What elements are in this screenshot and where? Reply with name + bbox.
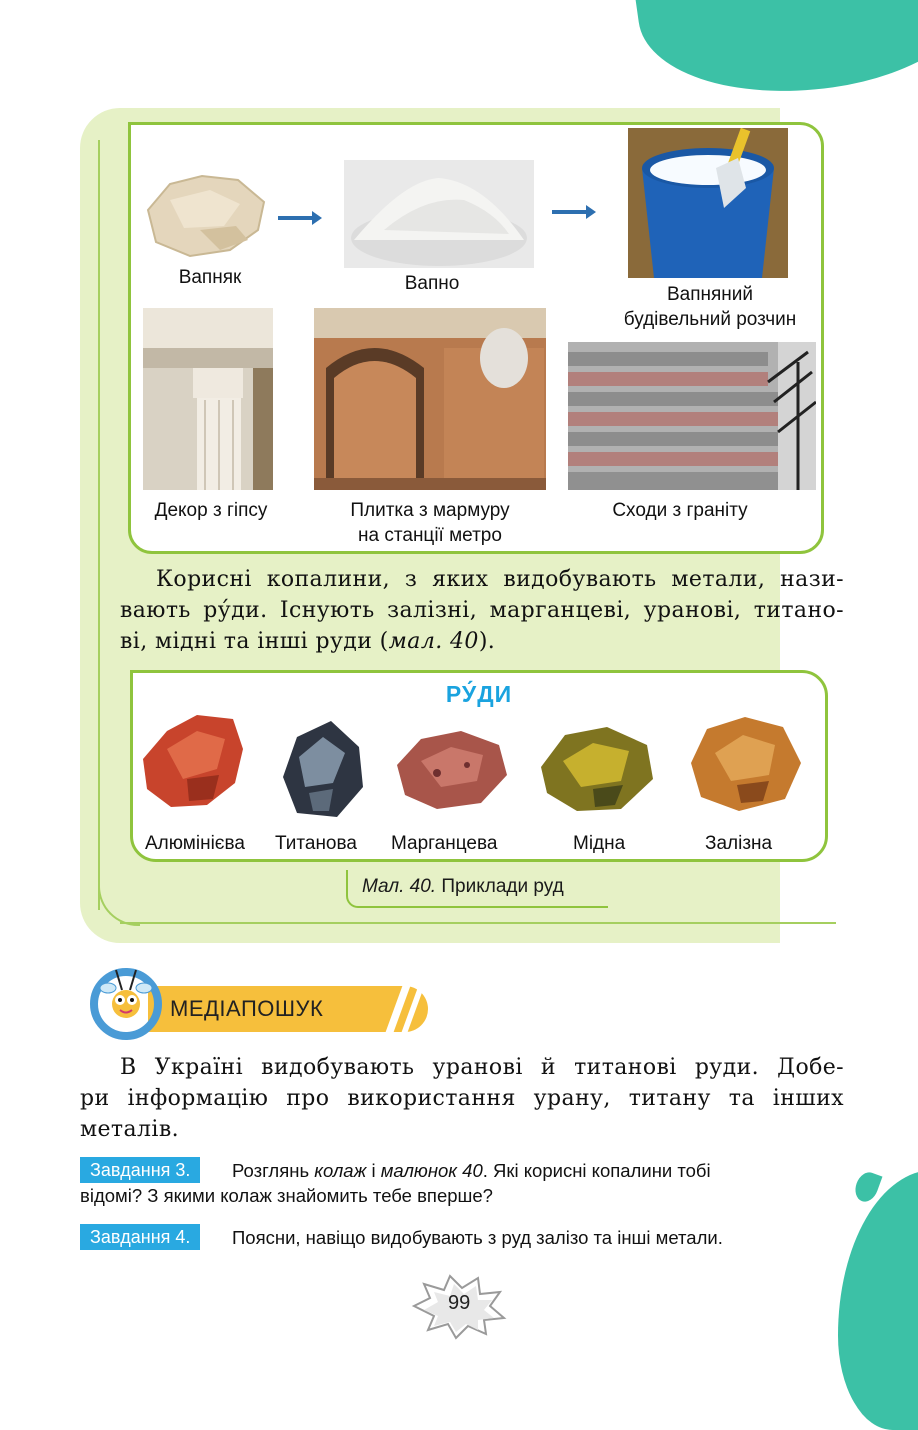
figure-reference: мал. 40 [388, 629, 479, 654]
task-3-text-a: Розглянь [232, 1160, 315, 1181]
ore-label-copper: Мідна [573, 833, 626, 854]
media-paragraph [80, 1052, 844, 1145]
task-4-label: Завдання 4. [80, 1224, 200, 1250]
figure-caption-ref: Мал. 40. [362, 876, 437, 897]
caption-gypsum: Декор з гіпсу [154, 500, 268, 521]
arrow-right-icon [278, 216, 314, 220]
copper-ore-image [537, 723, 657, 815]
caption-marble [320, 498, 540, 548]
panel-line-bottom [120, 922, 836, 924]
caption-mortar-line1: Вапняний [666, 284, 754, 305]
caption-marble-line1: Плитка з мармуру [350, 500, 510, 521]
iron-ore-image [685, 713, 805, 815]
caption-mortar-line2: будівельний розчин [623, 309, 797, 330]
task-3-text-c: . Які корисні копалини тобі [482, 1160, 711, 1181]
limestone-image [140, 170, 270, 260]
task-3-em1: колаж [314, 1160, 367, 1181]
caption-mortar [600, 282, 820, 332]
titanium-ore-image [273, 717, 367, 823]
corner-decoration-bottom [838, 1170, 918, 1430]
panel-line-vertical [98, 140, 100, 910]
figure-caption-text: Приклади руд [436, 876, 564, 897]
caption-granite: Сходи з граніту [612, 500, 748, 521]
task-3-text-line2: відомі? З якими колаж знайомить тебе вперше? [80, 1185, 493, 1206]
gypsum-decor-image [143, 308, 273, 490]
media-paragraph-line3: металів. [80, 1117, 180, 1142]
page-number: 99 [448, 1292, 471, 1314]
ores-paragraph-line2: вають ру́ди. Існують залізні, марганцеві, уранові, титано- [120, 598, 844, 623]
media-title: МЕДІАПОШУК [170, 996, 324, 1021]
ores-paragraph-line1: Корисні копалини, з яких видобувають метали, нази- [156, 567, 844, 592]
task-3-em2: малюнок 40 [380, 1160, 483, 1181]
ores-paragraph-line3 [120, 626, 844, 657]
ores-paragraph-line3-a: ві, мідні та інші руди ( [120, 629, 389, 654]
arrow-right-icon [552, 210, 588, 214]
media-paragraph-line1: В Україні видобувають уранові й титанові руди. Добе- [120, 1055, 844, 1080]
ore-label-titanium: Титанова [275, 833, 357, 854]
ore-label-aluminium: Алюмінієва [145, 833, 245, 854]
caption-limestone: Вапняк [178, 267, 242, 288]
granite-stairs-image [568, 342, 816, 490]
marble-metro-image [314, 308, 546, 490]
ores-box [130, 670, 828, 862]
manganese-ore-image [391, 725, 511, 813]
task-3-text-b: і [366, 1160, 381, 1181]
caption-lime: Вапно [404, 273, 460, 294]
media-paragraph-line2: ри інформацію про використання урану, титану та інших [80, 1086, 844, 1111]
ores-title: РУ́ДИ [445, 681, 513, 707]
at-sign-bee-icon [86, 960, 166, 1040]
task-3-text [232, 1158, 844, 1183]
caption-marble-line2: на станції метро [358, 525, 502, 546]
ores-paragraph-line3-b: ). [478, 629, 496, 654]
ore-label-iron: Залізна [705, 833, 773, 854]
task-3-label: Завдання 3. [80, 1157, 200, 1183]
lime-powder-image [344, 160, 534, 268]
task-4-text: Поясни, навіщо видобувають з руд залізо та інші метали. [232, 1227, 723, 1248]
ore-label-manganese: Марганцева [391, 833, 498, 854]
aluminium-ore-image [137, 709, 247, 813]
mortar-bucket-image [628, 128, 788, 278]
figure-caption [346, 870, 608, 908]
ores-paragraph [120, 564, 844, 657]
